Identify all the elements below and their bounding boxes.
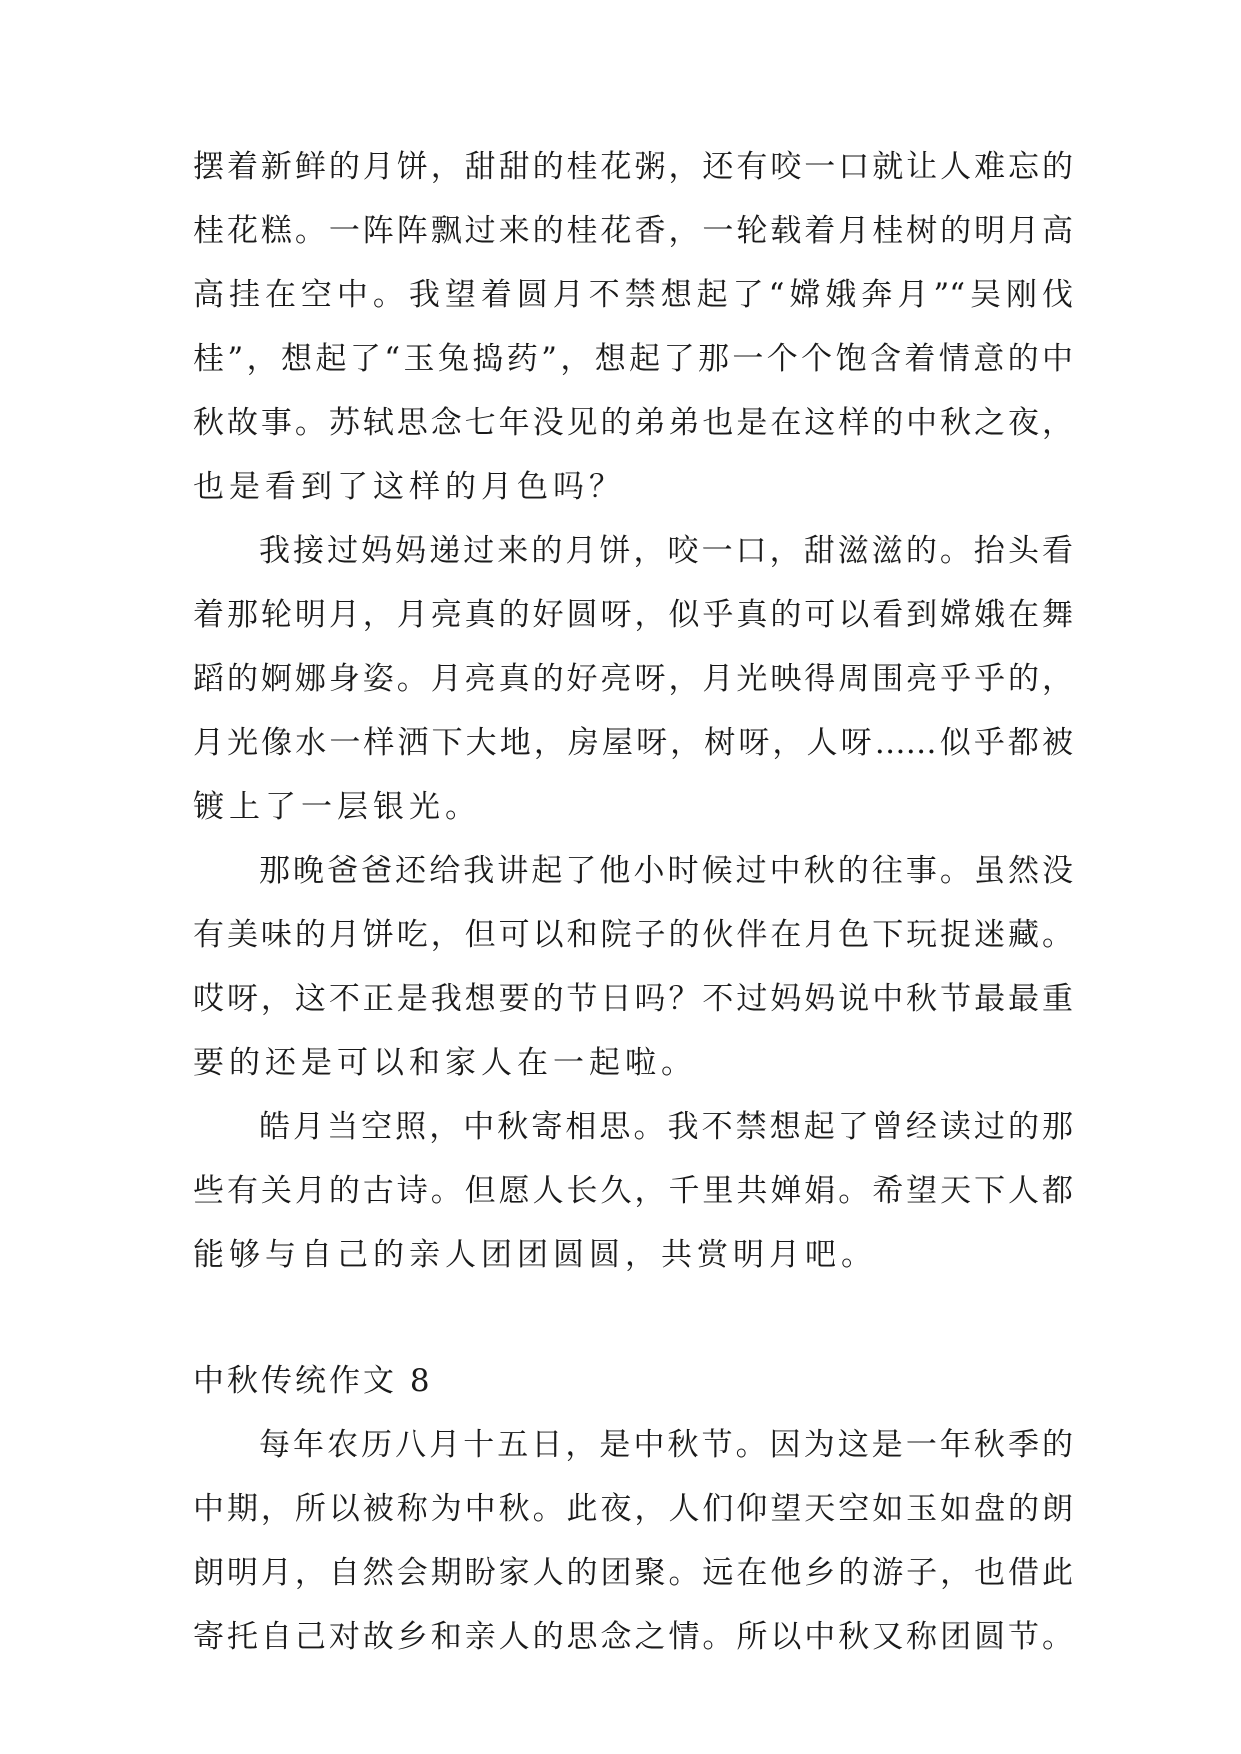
text-line: 皓月当空照，中秋寄相思。我不禁想起了曾经读过的那 [259,1109,1073,1145]
text-line: 有美味的月饼吃，但可以和院子的伙伴在月色下玩捉迷藏。 [193,917,1073,953]
text-line: 秋故事。苏轼思念七年没见的弟弟也是在这样的中秋之夜， [193,405,1073,441]
text-line: 月光像水一样洒下大地，房屋呀，树呀，人呀……似乎都被 [193,725,1073,761]
section-gap [193,1287,1073,1349]
text-line: 那晚爸爸还给我讲起了他小时候过中秋的往事。虽然没 [259,853,1073,889]
text-line: 哎呀，这不正是我想要的节日吗？不过妈妈说中秋节最最重 [193,981,1073,1017]
text-line: 些有关月的古诗。但愿人长久，千里共婵娟。希望天下人都 [193,1173,1073,1209]
paragraph [193,1413,1073,1669]
text-line: 中期，所以被称为中秋。此夜，人们仰望天空如玉如盘的朗 [193,1491,1073,1527]
text-line: 高挂在空中。我望着圆月不禁想起了“嫦娥奔月”“吴刚伐 [193,277,1073,313]
text-line: 也是看到了这样的月色吗？ [193,469,625,505]
paragraph [193,1095,1073,1287]
paragraph [193,839,1073,1095]
text-line: 每年农历八月十五日，是中秋节。因为这是一年秋季的 [259,1427,1073,1463]
essay-title: 中秋传统作文 8 [193,1363,433,1399]
paragraph-continued [193,135,1073,519]
text-line: 着那轮明月，月亮真的好圆呀，似乎真的可以看到嫦娥在舞 [193,597,1073,633]
paragraph [193,519,1073,839]
text-line: 能够与自己的亲人团团圆圆，共赏明月吧。 [193,1237,877,1273]
text-line: 要的还是可以和家人在一起啦。 [193,1045,697,1081]
text-line: 桂花糕。一阵阵飘过来的桂花香，一轮载着月桂树的明月高 [193,213,1073,249]
text-line: 摆着新鲜的月饼，甜甜的桂花粥，还有咬一口就让人难忘的 [193,149,1073,185]
text-line: 寄托自己对故乡和亲人的思念之情。所以中秋又称团圆节。 [193,1619,1073,1655]
document-body [193,135,1073,1669]
text-line: 朗明月，自然会期盼家人的团聚。远在他乡的游子，也借此 [193,1555,1073,1591]
text-line: 我接过妈妈递过来的月饼，咬一口，甜滋滋的。抬头看 [259,533,1073,569]
text-line: 蹈的婀娜身姿。月亮真的好亮呀，月光映得周围亮乎乎的， [193,661,1073,697]
text-line: 桂”，想起了“玉兔捣药”，想起了那一个个饱含着情意的中 [193,341,1073,377]
text-line: 镀上了一层银光。 [193,789,481,825]
